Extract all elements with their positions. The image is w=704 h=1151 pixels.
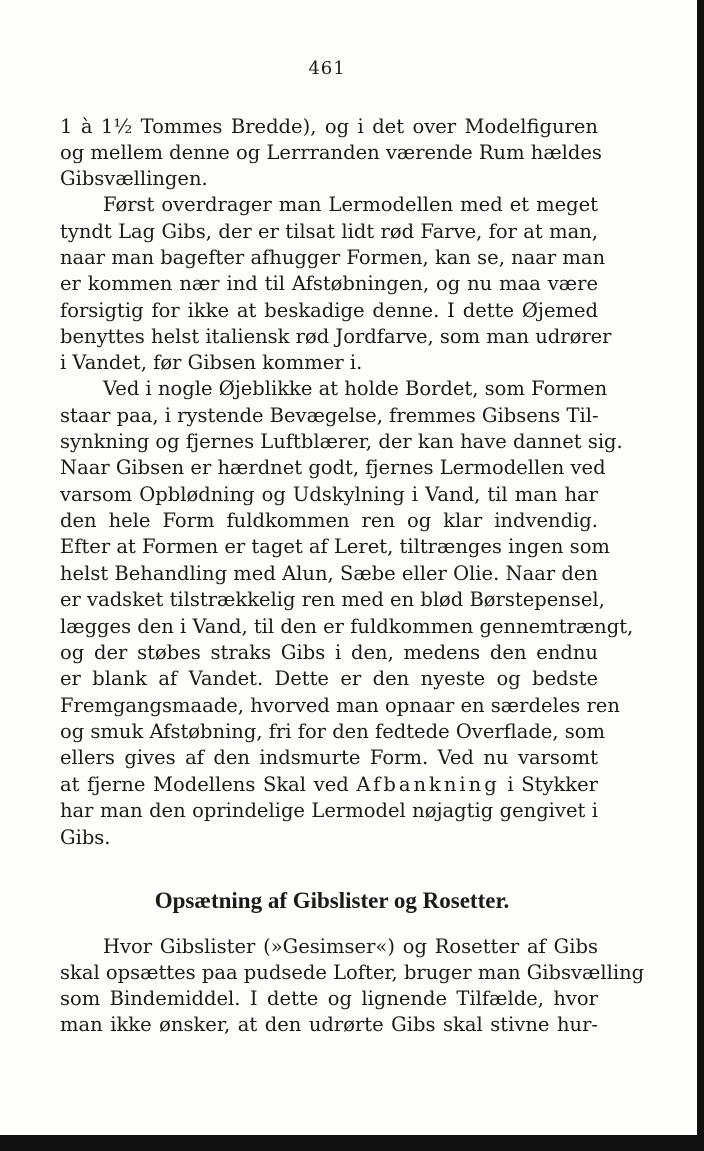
text-line: som Bindemiddel. I dette og lignende Tilfælde, hvor bbox=[60, 987, 598, 1010]
text-fragment: i Stykker bbox=[507, 773, 598, 796]
text-line: staar paa, i rystende Bevægelse, fremmes Gibsens Til- bbox=[60, 404, 599, 427]
text-line: helst Behandling med Alun, Sæbe eller Olie. Naar den bbox=[60, 562, 598, 585]
text-line: Først overdrager man Lermodellen med et meget bbox=[103, 193, 598, 216]
text-line: benyttes helst italiensk rød Jordfarve, som man udrører bbox=[60, 325, 612, 348]
text-line: 1 à 1½ Tommes Bredde), og i det over Modelfiguren bbox=[60, 115, 598, 138]
scan-edge-bottom bbox=[0, 1135, 704, 1151]
text-line: lægges den i Vand, til den er fuldkommen gennemtrængt, bbox=[60, 615, 634, 638]
text-line: naar man bagefter afhugger Formen, kan se, naar man bbox=[60, 246, 606, 269]
text-line: skal opsættes paa pudsede Lofter, bruger man Gibsvælling bbox=[60, 961, 645, 984]
text-line: forsigtig for ikke at beskadige denne. I dette Øjemed bbox=[60, 299, 598, 322]
text-line: tyndt Lag Gibs, der er tilsat lidt rød Farve, for at man, bbox=[60, 220, 598, 243]
scan-edge-right bbox=[697, 0, 704, 1151]
section-heading: Opsætning af Gibslister og Rosetter. bbox=[154, 888, 510, 913]
text-line: er blank af Vandet. Dette er den nyeste og bedste bbox=[60, 667, 598, 690]
spaced-emphasis: Afbankning bbox=[356, 773, 500, 796]
text-line: Efter at Formen er taget af Leret, tiltrænges ingen som bbox=[60, 535, 610, 558]
text-line: Ved i nogle Øjeblikke at holde Bordet, som Formen bbox=[103, 377, 608, 400]
text-line: synkning og fjernes Luftblærer, der kan have dannet sig. bbox=[60, 430, 623, 453]
text-line bbox=[60, 772, 598, 798]
text-line: Gibs. bbox=[60, 826, 111, 849]
page-number: 461 bbox=[308, 58, 346, 79]
text-line: Gibsvællingen. bbox=[60, 167, 208, 190]
text-line: og mellem denne og Lerrranden værende Rum hældes bbox=[60, 141, 602, 164]
text-line: Naar Gibsen er hærdnet godt, fjernes Lermodellen ved bbox=[60, 456, 606, 479]
text-line: er vadsket tilstrækkelig ren med en blød Børstepensel, bbox=[60, 588, 605, 611]
text-line: man ikke ønsker, at den udrørte Gibs skal stivne hur- bbox=[60, 1013, 598, 1036]
text-line: Hvor Gibslister (»Gesimser«) og Rosetter af Gibs bbox=[103, 935, 598, 958]
text-fragment: at fjerne Modellens Skal ved bbox=[60, 773, 349, 796]
text-line: Fremgangsmaade, hvorved man opnaar en særdeles ren bbox=[60, 694, 620, 717]
text-line: varsom Opblødning og Udskylning i Vand, til man har bbox=[60, 483, 598, 506]
text-line: og der støbes straks Gibs i den, medens den endnu bbox=[60, 641, 598, 664]
text-line: ellers gives af den indsmurte Form. Ved nu varsomt bbox=[60, 746, 598, 769]
text-line: i Vandet, før Gibsen kommer i. bbox=[60, 351, 363, 374]
text-line: den hele Form fuldkommen ren og klar indvendig. bbox=[60, 509, 598, 532]
text-line: er kommen nær ind til Afstøbningen, og nu maa være bbox=[60, 272, 598, 295]
text-line: har man den oprindelige Lermodel nøjagtig gengivet i bbox=[60, 799, 598, 822]
text-line: og smuk Afstøbning, fri for den fedtede Overflade, som bbox=[60, 720, 605, 743]
